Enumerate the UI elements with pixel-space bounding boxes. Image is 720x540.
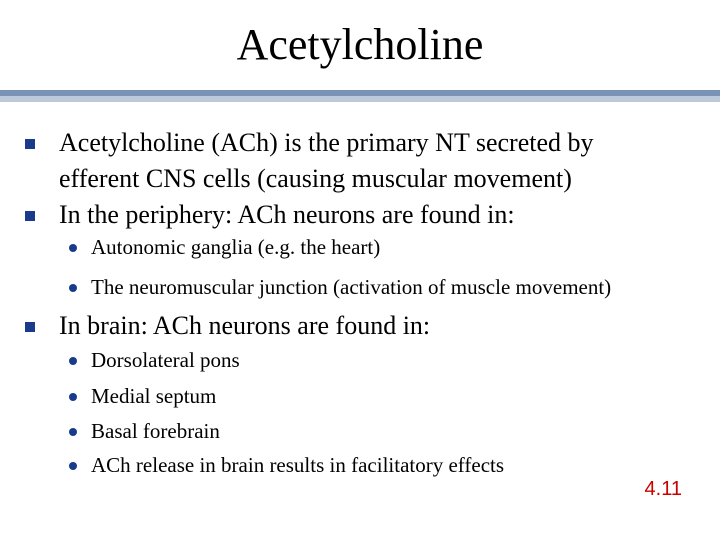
sub-bullet-medial-septum xyxy=(91,381,216,411)
sub-bullet-facilitatory-effects xyxy=(91,450,504,480)
round-bullet-icon xyxy=(69,357,77,365)
bullet-text: Acetylcholine (ACh) is the primary NT secreted by xyxy=(59,128,594,157)
round-bullet-icon xyxy=(69,393,77,401)
round-bullet-icon xyxy=(69,244,77,252)
slide-number: 4.11 xyxy=(644,478,682,500)
bullet-text: efferent CNS cells (causing muscular movement) xyxy=(59,164,572,193)
bullet-ach-primary-continued xyxy=(59,161,572,197)
bullet-text: In the periphery: ACh neurons are found in: xyxy=(59,200,515,229)
round-bullet-icon xyxy=(69,428,77,436)
round-bullet-icon xyxy=(69,284,77,292)
square-bullet-icon xyxy=(25,139,35,149)
slide-title: Acetylcholine xyxy=(236,20,484,69)
bullet-text: In brain: ACh neurons are found in: xyxy=(59,311,431,340)
bullet-brain xyxy=(59,308,430,344)
bullet-text: Basal forebrain xyxy=(91,419,220,443)
square-bullet-icon xyxy=(25,211,35,221)
square-bullet-icon xyxy=(25,322,35,332)
bullet-text: Medial septum xyxy=(91,384,217,408)
sub-bullet-neuromuscular-junction xyxy=(91,272,611,302)
bullet-text: Dorsolateral pons xyxy=(91,348,240,372)
sub-bullet-autonomic-ganglia xyxy=(91,232,380,262)
sub-bullet-dorsolateral-pons xyxy=(91,345,240,375)
round-bullet-icon xyxy=(69,462,77,470)
bullet-text: ACh release in brain results in facilitatory effects xyxy=(91,453,505,477)
sub-bullet-basal-forebrain xyxy=(91,416,220,446)
bullet-text: Autonomic ganglia (e.g. the heart) xyxy=(91,235,381,259)
bullet-text: The neuromuscular junction (activation of muscle movement) xyxy=(91,275,612,299)
bullet-periphery xyxy=(59,197,515,233)
bullet-ach-primary xyxy=(59,125,594,161)
